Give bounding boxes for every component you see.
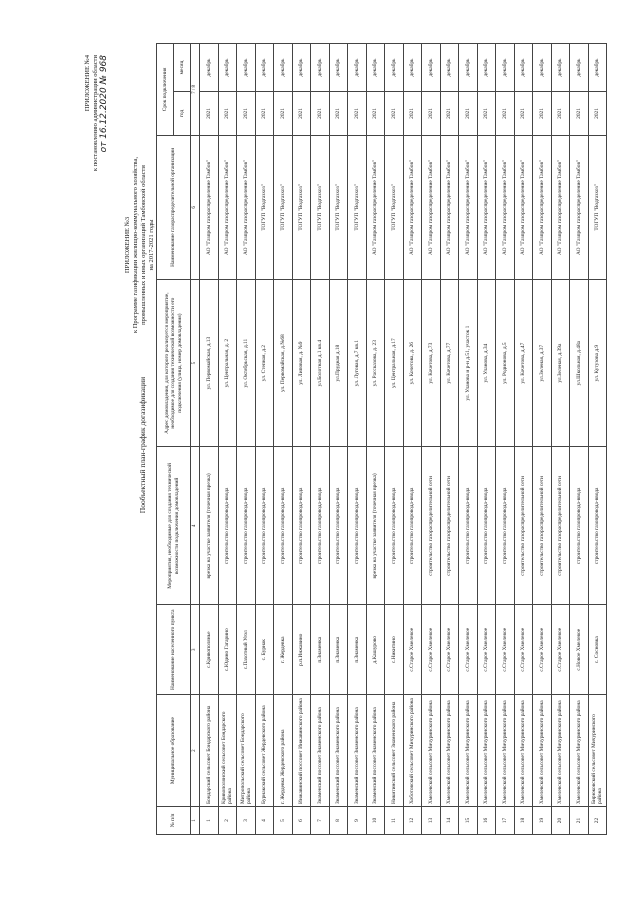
row-number: 19	[533, 807, 552, 835]
year-cell: 2021	[459, 92, 478, 136]
year-cell: 2021	[274, 92, 293, 136]
year-cell: 2021	[570, 92, 589, 136]
settlement-cell: с.Старое Хмелевое	[533, 605, 552, 695]
organization-cell: АО "Газпром газораспределение Тамбов"	[200, 135, 219, 279]
address-cell: ул. Кочетова, д.77	[440, 279, 459, 447]
address-cell: ул. Степная, д.2	[255, 279, 274, 447]
address-cell: ул. Рассказова, д. 23	[366, 279, 385, 447]
appendix-3-line-2: к Программе газификации жилищно-коммунального хозяйства,	[132, 156, 139, 334]
organization-cell: АО "Газпром газораспределение Тамбов"	[422, 135, 441, 279]
table-row	[570, 44, 589, 835]
organization-cell: АО "Газпром газораспределение Тамбов"	[551, 135, 570, 279]
settlement-cell: п.Знаменка	[348, 605, 367, 695]
month-cell: декабрь	[477, 44, 496, 92]
measure-cell: строительство газораспределительной сети	[422, 447, 441, 605]
municipality-cell: Хмелевской сельсовет Мичуринского района	[514, 695, 533, 807]
organization-cell: АО "Газпром газораспределение Тамбов"	[218, 135, 237, 279]
appendix-4-label: ПРИЛОЖЕНИЕ №4	[84, 55, 91, 112]
appendix-4-basis: к постановлению администрации области	[92, 55, 99, 172]
year-cell: 2021	[237, 92, 256, 136]
address-cell: ул.Болотная д.1 кв.4	[311, 279, 330, 447]
table-row	[422, 44, 441, 835]
address-cell: ул. Первомайская, д.13	[200, 279, 219, 447]
table-row	[292, 44, 311, 835]
month-cell: декабрь	[274, 44, 293, 92]
settlement-cell: с.Старое Хмелевое	[477, 605, 496, 695]
year-cell: 2021	[329, 92, 348, 136]
organization-cell: АО "Газпром газораспределение Тамбов"	[237, 135, 256, 279]
col-header-settlement: Наименование населенного пункта	[157, 605, 191, 695]
year-cell: 2021	[200, 92, 219, 136]
municipality-cell: Митропольский сельсовет Бондарского района	[237, 695, 256, 807]
col-header-municipality: Муниципальное образование	[157, 695, 191, 807]
municipality-cell: Хмелевской сельсовет Мичуринского района	[459, 695, 478, 807]
year-cell: 2021	[218, 92, 237, 136]
table-row	[366, 44, 385, 835]
settlement-cell: с.Старое Хмелевое	[422, 605, 441, 695]
settlement-cell: с.Старое Хмелевое	[403, 605, 422, 695]
settlement-cell: с.Старое Хмелевое	[496, 605, 515, 695]
municipality-cell: Хмелевской сельсовет Мичуринского района	[422, 695, 441, 807]
organization-cell: ТОГУП "Водгазхоз"	[255, 135, 274, 279]
measure-cell: строительство газопровода-ввода	[459, 447, 478, 605]
organization-cell: АО "Газпром газораспределение Тамбов"	[496, 135, 515, 279]
settlement-cell: р.п.Инжавино	[292, 605, 311, 695]
table-row	[255, 44, 274, 835]
table-row	[385, 44, 404, 835]
settlement-cell: с.Старое Хмелевое	[440, 605, 459, 695]
municipality-cell: Хмелевской сельсовет Мичуринского района	[551, 695, 570, 807]
measure-cell: строительство газораспределительной сети	[551, 447, 570, 605]
row-number: 5	[274, 807, 293, 835]
month-cell: декабрь	[533, 44, 552, 92]
month-cell: декабрь	[551, 44, 570, 92]
municipality-cell: Хоботовский сельсовет Мичуринского района	[403, 695, 422, 807]
year-cell: 2021	[292, 92, 311, 136]
table-row	[551, 44, 570, 835]
col-header-organization: Наименование газораспределительной организации	[157, 135, 191, 279]
settlement-cell: д.Кашурово	[366, 605, 385, 695]
column-number: 4	[191, 447, 200, 605]
settlement-cell: с.Никитино	[385, 605, 404, 695]
organization-cell: АО "Газпром газораспределение Тамбов"	[477, 135, 496, 279]
measure-cell: врезка на участке заявителя (точечная врезка)	[366, 447, 385, 605]
organization-cell: ТОГУП "Водгазхоз"	[329, 135, 348, 279]
month-cell: декабрь	[292, 44, 311, 92]
address-cell: ул. Липовая, д. №9	[292, 279, 311, 447]
measure-cell: строительство газопровода-ввода	[311, 447, 330, 605]
measure-cell: строительство газораспределительной сети	[440, 447, 459, 605]
month-cell: декабрь	[311, 44, 330, 92]
address-cell: ул. Уланова и р-н д.51, участок 1	[459, 279, 478, 447]
month-cell: декабрь	[348, 44, 367, 92]
year-cell: 2021	[440, 92, 459, 136]
measure-cell: строительство газопровода-ввода	[329, 447, 348, 605]
row-number: 11	[385, 807, 404, 835]
row-number: 13	[422, 807, 441, 835]
year-cell: 2021	[588, 92, 607, 136]
measure-cell: строительство газопровода-ввода	[218, 447, 237, 605]
settlement-cell: с.Новое Хмелевое	[570, 605, 589, 695]
settlement-cell: с.Старое Хмелевое	[459, 605, 478, 695]
municipality-cell: Никитинский сельсовет Знаменского района	[385, 695, 404, 807]
row-number: 22	[588, 807, 607, 835]
row-number: 2	[218, 807, 237, 835]
address-cell: ул.Зеленая, д.37	[533, 279, 552, 447]
organization-cell: АО "Газпром газораспределение Тамбов"	[533, 135, 552, 279]
table-row	[403, 44, 422, 835]
month-cell: декабрь	[440, 44, 459, 92]
settlement-cell: с. Бурнак	[255, 605, 274, 695]
settlement-cell: с.Кривополянье	[200, 605, 219, 695]
measure-cell: строительство газопровода-ввода	[588, 447, 607, 605]
col-header-measure: Мероприятия, необходимые для создания технической возможности подключения домовладений	[157, 447, 191, 605]
settlement-cell: п.Знаменка	[311, 605, 330, 695]
table-row	[533, 44, 552, 835]
municipality-cell: Бурнакский сельсовет Жердевского района	[255, 695, 274, 807]
municipality-cell: Хмелевской сельсовет Мичуринского района	[533, 695, 552, 807]
column-number: 6	[191, 135, 200, 279]
month-cell: декабрь	[329, 44, 348, 92]
col-header-address: Адрес домовладения, для которого реализуется мероприятие, необходимое для создания технической возможности его подключения (улица, номер домовладения)	[157, 279, 191, 447]
organization-cell: АО "Газпром газораспределение Тамбов"	[570, 135, 589, 279]
month-cell: декабрь	[459, 44, 478, 92]
organization-cell: АО "Газпром газораспределение Тамбов"	[459, 135, 478, 279]
municipality-cell: Кривополянский сельсовет Бондарского района	[218, 695, 237, 807]
row-number: 12	[403, 807, 422, 835]
measure-cell: строительство газопровода-ввода	[274, 447, 293, 605]
row-number: 7	[311, 807, 330, 835]
address-cell: ул.Зеленая, д.39а	[551, 279, 570, 447]
year-cell: 2021	[533, 92, 552, 136]
table-row	[218, 44, 237, 835]
year-cell: 2021	[496, 92, 515, 136]
year-cell: 2021	[255, 92, 274, 136]
organization-cell: АО "Газпром газораспределение Тамбов"	[514, 135, 533, 279]
col-header-deadline: Срок подключения	[157, 44, 174, 136]
gasification-schedule-table	[156, 43, 607, 835]
year-cell: 2021	[551, 92, 570, 136]
row-number: 1	[200, 807, 219, 835]
month-cell: декабрь	[422, 44, 441, 92]
address-cell: ул. Кочетова, д.47	[514, 279, 533, 447]
organization-cell: АО "Газпром газораспределение Тамбов"	[403, 135, 422, 279]
appendix-3-label: ПРИЛОЖЕНИЕ №3	[124, 216, 131, 274]
address-cell: ул. Кутузова д.9	[588, 279, 607, 447]
municipality-cell: Знаменский поссовет Знаменского района	[329, 695, 348, 807]
table-row	[496, 44, 515, 835]
municipality-cell: Хмелевской сельсовет Мичуринского района	[477, 695, 496, 807]
measure-cell: строительство газопровода-ввода	[477, 447, 496, 605]
settlement-cell: с.Юдино Гагарино	[218, 605, 237, 695]
column-number: 8	[192, 85, 197, 88]
year-cell: 2021	[422, 92, 441, 136]
table-row	[274, 44, 293, 835]
organization-cell: ТОГУП "Водгазхоз"	[588, 135, 607, 279]
row-number: 16	[477, 807, 496, 835]
table-row	[200, 44, 219, 835]
measure-cell: строительство газопровода-ввода	[570, 447, 589, 605]
table-row	[348, 44, 367, 835]
column-number: 5	[191, 279, 200, 447]
month-cell: декабрь	[237, 44, 256, 92]
year-cell: 2021	[366, 92, 385, 136]
appendix-4-header	[84, 55, 108, 265]
municipality-cell: Знаменский поссовет Знаменского района	[366, 695, 385, 807]
measure-cell: врезка на участке заявителя (точечная врезка)	[200, 447, 219, 605]
row-number: 18	[514, 807, 533, 835]
row-number: 10	[366, 807, 385, 835]
appendix-3-line-3: промышленных и иных организаций Тамбовской области	[140, 165, 147, 325]
month-cell: декабрь	[218, 44, 237, 92]
municipality-cell: Знаменский поссовет Знаменского района	[348, 695, 367, 807]
address-cell: ул.Прудная д.18	[329, 279, 348, 447]
measure-cell: строительство газопровода-ввода	[385, 447, 404, 605]
column-number: 3	[191, 605, 200, 695]
address-cell: ул. Кочетова, д.73	[422, 279, 441, 447]
address-cell: ул. Октябрьская, д.11	[237, 279, 256, 447]
address-cell: ул. Родионова, д.5	[496, 279, 515, 447]
address-cell: ул. Уланова, д.34	[477, 279, 496, 447]
col-header-year: год	[174, 92, 191, 136]
organization-cell: АО "Газпром газораспределение Тамбов"	[366, 135, 385, 279]
year-cell: 2021	[477, 92, 496, 136]
organization-cell: ТОГУП "Водгазхоз"	[311, 135, 330, 279]
row-number: 4	[255, 807, 274, 835]
measure-cell: строительство газопровода-ввода	[292, 447, 311, 605]
address-cell: ул. Первомайская, д.№68	[274, 279, 293, 447]
settlement-cell: с.Старое Хмелевое	[514, 605, 533, 695]
organization-cell: ТОГУП "Водгазхоз"	[348, 135, 367, 279]
settlement-cell: с. Сосновка	[588, 605, 607, 695]
table-row	[237, 44, 256, 835]
settlement-cell: г. Жердевка	[274, 605, 293, 695]
year-cell: 2021	[403, 92, 422, 136]
row-number: 3	[237, 807, 256, 835]
address-cell: ул. Кочетова, д. 26	[403, 279, 422, 447]
row-number: 15	[459, 807, 478, 835]
table-body	[200, 44, 607, 835]
address-cell: ул. Центральная, д.17	[385, 279, 404, 447]
month-cell: декабрь	[366, 44, 385, 92]
settlement-cell: с.Старое Хмелевое	[551, 605, 570, 695]
settlement-cell: п.Знаменка	[329, 605, 348, 695]
row-number: 8	[329, 807, 348, 835]
row-number: 9	[348, 807, 367, 835]
table-row	[329, 44, 348, 835]
measure-cell: строительство газопровода-ввода	[496, 447, 515, 605]
measure-cell: строительство газопровода-ввода	[255, 447, 274, 605]
column-number: 1	[191, 807, 200, 835]
month-cell: декабрь	[588, 44, 607, 92]
settlement-cell: с.Пахотный Угол	[237, 605, 256, 695]
municipality-cell: Бондарский сельсовет Бондарского района	[200, 695, 219, 807]
row-number: 21	[570, 807, 589, 835]
table-row	[459, 44, 478, 835]
column-number: 2	[191, 695, 200, 807]
col-header-number: № п/п	[157, 807, 191, 835]
address-cell: ул. Луговая, д.7 кв.1	[348, 279, 367, 447]
table-row	[311, 44, 330, 835]
row-number: 20	[551, 807, 570, 835]
year-cell: 2021	[514, 92, 533, 136]
row-number: 6	[292, 807, 311, 835]
column-number-row	[191, 44, 200, 835]
year-cell: 2021	[311, 92, 330, 136]
address-cell: ул. Центральная, д. 2	[218, 279, 237, 447]
municipality-cell: Знаменский поссовет Знаменского района	[311, 695, 330, 807]
month-cell: декабрь	[385, 44, 404, 92]
column-number: 7 / 8	[191, 44, 200, 136]
year-cell: 2021	[348, 92, 367, 136]
measure-cell: строительство газопровода-ввода	[237, 447, 256, 605]
month-cell: декабрь	[514, 44, 533, 92]
organization-cell: ТОГУП "Водгазхоз"	[274, 135, 293, 279]
organization-cell: ТОГУП "Водгазхоз"	[385, 135, 404, 279]
col-header-month: месяц	[174, 44, 191, 92]
table-row	[514, 44, 533, 835]
row-number: 17	[496, 807, 515, 835]
row-number: 14	[440, 807, 459, 835]
table-row	[440, 44, 459, 835]
municipality-cell: Бирюковский сельсовет Мичуринского района	[588, 695, 607, 807]
document-title: Пообъектный план-график догазификации	[138, 376, 147, 514]
month-cell: декабрь	[255, 44, 274, 92]
municipality-cell: Хмелевской сельсовет Мичуринского района	[440, 695, 459, 807]
municipality-cell: Инжавинский поссовет Инжавинского района	[292, 695, 311, 807]
measure-cell: строительство газораспределительной сети	[533, 447, 552, 605]
municipality-cell: г. Жердевка Жердевского района	[274, 695, 293, 807]
column-number: 7	[192, 91, 197, 94]
year-cell: 2021	[385, 92, 404, 136]
address-cell: ул.Школьная, д.48а	[570, 279, 589, 447]
measure-cell: строительство газопровода-ввода	[403, 447, 422, 605]
municipality-cell: Хмелевской сельсовет Мичуринского района	[570, 695, 589, 807]
table-row	[477, 44, 496, 835]
municipality-cell: Хмелевской сельсовет Мичуринского района	[496, 695, 515, 807]
measure-cell: строительство газопровода-ввода	[348, 447, 367, 605]
month-cell: декабрь	[403, 44, 422, 92]
measure-cell: строительство газораспределительной сети	[514, 447, 533, 605]
table-row	[588, 44, 607, 835]
organization-cell: ТОГУП "Водгазхоз"	[292, 135, 311, 279]
appendix-3-period: на 2017-2021 годы	[148, 219, 155, 271]
appendix-4-date-number: от 16.12.2020 № 968	[99, 55, 109, 153]
month-cell: декабрь	[200, 44, 219, 92]
organization-cell: АО "Газпром газораспределение Тамбов"	[440, 135, 459, 279]
month-cell: декабрь	[496, 44, 515, 92]
month-cell: декабрь	[570, 44, 589, 92]
